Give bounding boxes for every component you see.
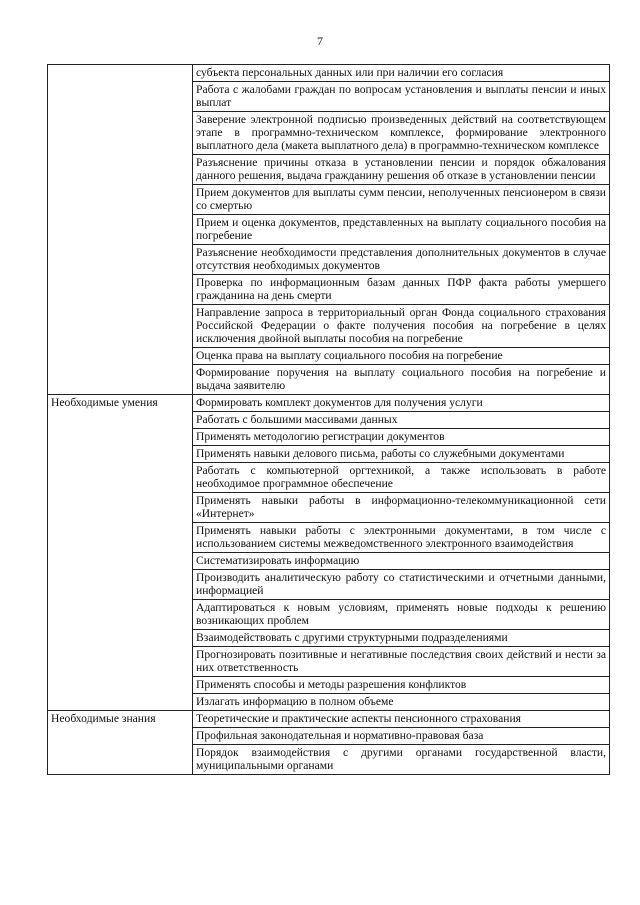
item-cell: Применять методологию регистрации документов	[193, 429, 610, 446]
item-cell: Прогнозировать позитивные и негативные последствия своих действий и нести за них ответственность	[193, 647, 610, 677]
item-cell: Порядок взаимодействия с другими органами государственной власти, муниципальными органами	[193, 745, 610, 775]
item-cell: Применять навыки работы с электронными документами, в том числе с использованием системы межведомственного электронного взаимодействия	[193, 523, 610, 553]
item-cell: Адаптироваться к новым условиям, применять новые подходы к решению возникающих проблем	[193, 600, 610, 630]
item-cell: Производить аналитическую работу со статистическими и отчетными данными, информацией	[193, 570, 610, 600]
item-cell: Разъяснение причины отказа в установлении пенсии и порядок обжалования данного решения, выдача гражданину решения об отказе в установлении пенсии	[193, 155, 610, 185]
item-cell: Формирование поручения на выплату социального пособия на погребение и выдача заявителю	[193, 365, 610, 395]
item-cell: Применять способы и методы разрешения конфликтов	[193, 677, 610, 694]
item-cell: Работать с большими массивами данных	[193, 412, 610, 429]
item-cell: Работа с жалобами граждан по вопросам установления и выплаты пенсии и иных выплат	[193, 82, 610, 112]
table-row	[48, 711, 610, 728]
category-cell: Необходимые умения	[48, 395, 193, 711]
item-cell: Систематизировать информацию	[193, 553, 610, 570]
item-cell: субъекта персональных данных или при наличии его согласия	[193, 65, 610, 82]
item-cell: Применять навыки работы в информационно-телекоммуникационной сети «Интернет»	[193, 493, 610, 523]
item-cell: Прием и оценка документов, представленных на выплату социального пособия на погребение	[193, 215, 610, 245]
item-cell: Профильная законодательная и нормативно-правовая база	[193, 728, 610, 745]
item-cell: Разъяснение необходимости представления дополнительных документов в случае отсутствия необходимых документов	[193, 245, 610, 275]
item-cell: Направление запроса в территориальный орган Фонда социального страхования Российской Федерации о факте получения пособия на погребение в целях исключения двойной выплаты пособия на погребение	[193, 305, 610, 348]
item-cell: Прием документов для выплаты сумм пенсии, неполученных пенсионером в связи со смертью	[193, 185, 610, 215]
item-cell: Работать с компьютерной оргтехникой, а также использовать в работе необходимое программное обеспечение	[193, 463, 610, 493]
category-cell: Необходимые знания	[48, 711, 193, 775]
item-cell: Теоретические и практические аспекты пенсионного страхования	[193, 711, 610, 728]
category-cell	[48, 65, 193, 395]
table-row	[48, 65, 610, 82]
item-cell: Оценка права на выплату социального пособия на погребение	[193, 348, 610, 365]
item-cell: Заверение электронной подписью произведенных действий на соответствующем этапе в программно-техническом комплексе, формирование электронного выплатного дела (макета выплатного дела) в программно-техническом комплексе	[193, 112, 610, 155]
page-number: 7	[317, 34, 323, 48]
competency-table-body	[48, 65, 610, 775]
item-cell: Излагать информацию в полном объеме	[193, 694, 610, 711]
item-cell: Применять навыки делового письма, работы со служебными документами	[193, 446, 610, 463]
table-row	[48, 395, 610, 412]
item-cell: Формировать комплект документов для получения услуги	[193, 395, 610, 412]
item-cell: Взаимодействовать с другими структурными подразделениями	[193, 630, 610, 647]
competency-table	[47, 64, 610, 775]
item-cell: Проверка по информационным базам данных ПФР факта работы умершего гражданина на день смерти	[193, 275, 610, 305]
